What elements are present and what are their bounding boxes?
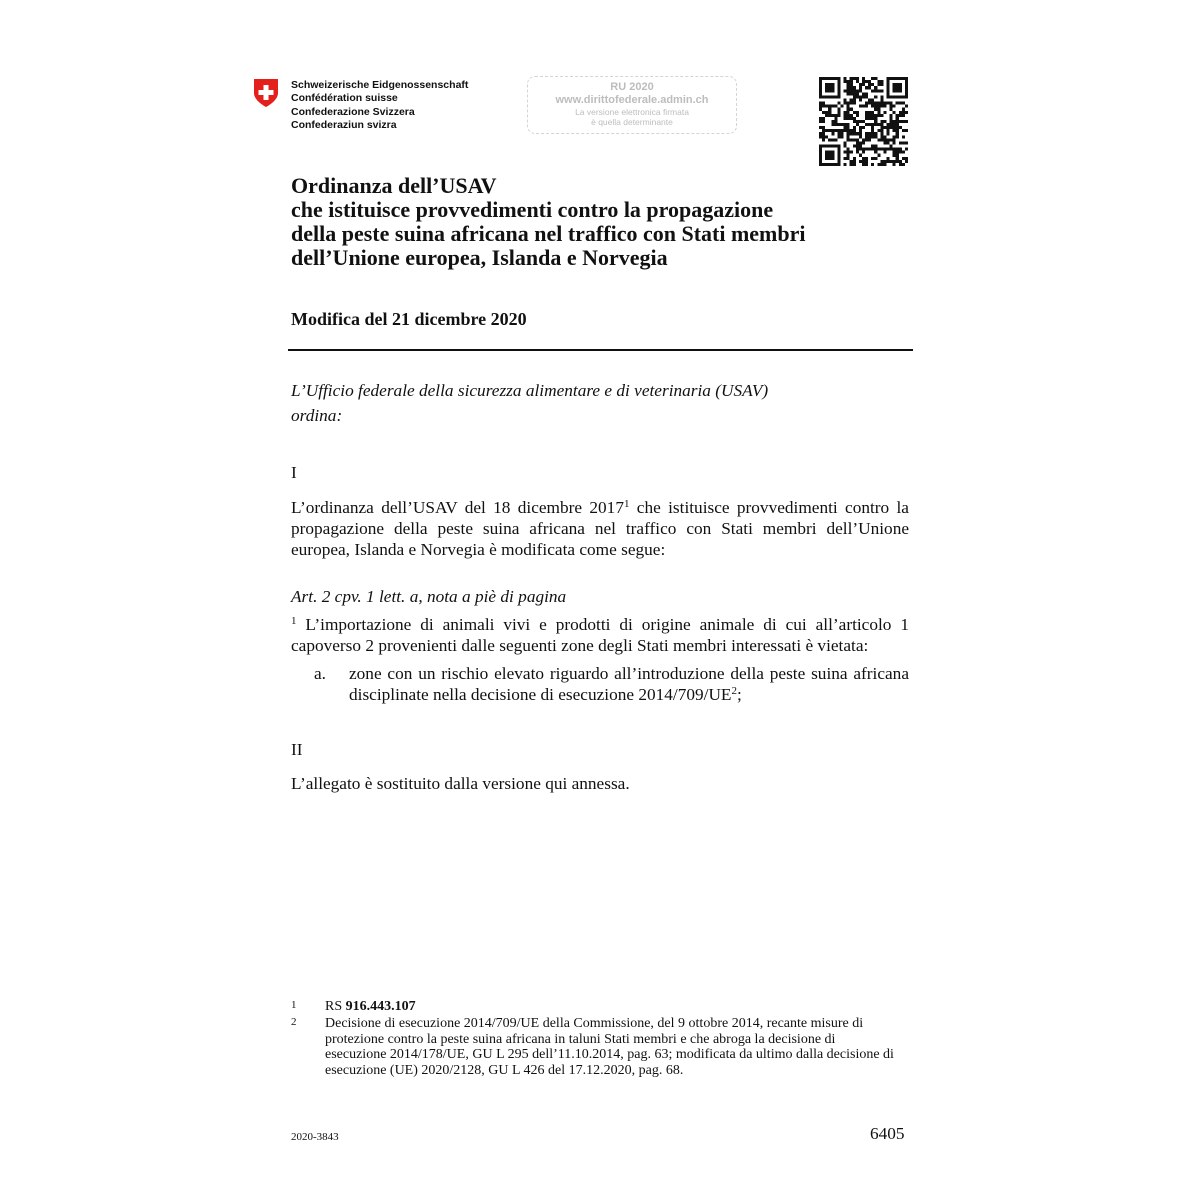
confederation-names <box>291 79 468 132</box>
section-heading-i: I <box>291 463 297 482</box>
title-line-4: dell’Unione europea, Islanda e Norvegia <box>291 245 668 270</box>
list-item-body: zone con un rischio elevato riguardo all’introduzione della peste suina africana disciplinate nella decisione di esecuzione 2014/709/UE <box>349 664 909 704</box>
list-item-letter: a. <box>314 664 326 683</box>
page-number: 6405 <box>870 1124 905 1143</box>
footnote-1 <box>325 999 900 1015</box>
stamp-note-line1: La versione elettronica firmata <box>575 107 689 117</box>
swiss-coat-of-arms-icon <box>253 78 279 108</box>
stamp-website[interactable]: www.dirittofederale.admin.ch <box>555 94 709 106</box>
stamp-ru-label: RU 2020 <box>610 81 654 93</box>
confederation-name-de: Schweizerische Eidgenossenschaft <box>291 79 469 91</box>
article-heading: Art. 2 cpv. 1 lett. a, nota a piè di pagina <box>291 587 567 606</box>
title-line-1: Ordinanza dell’USAV <box>291 173 497 198</box>
title-line-3: della peste suina africana nel traffico con Stati membri <box>291 221 806 246</box>
amendment-date: Modifica del 21 dicembre 2020 <box>291 309 527 329</box>
footnote-1-sr-number[interactable]: 916.443.107 <box>345 999 416 1014</box>
section-heading-ii: II <box>291 740 303 759</box>
article-paragraph-text: L’importazione di animali vivi e prodotti di origine animale di cui all’articolo 1 capoverso 2 provenienti dalle seguenti zone degli Stati membri interessati è vietata: <box>291 615 909 655</box>
confederation-name-rm: Confederaziun svizra <box>291 118 397 131</box>
footnote-number-1: 1 <box>291 999 297 1011</box>
preamble-ordina: ordina: <box>291 406 343 425</box>
section-i-text-start: L’ordinanza dell’USAV del 18 dicembre 2017 <box>291 498 624 517</box>
official-publication-stamp <box>527 76 737 134</box>
confederation-name-fr: Confédération suisse <box>291 92 398 105</box>
stamp-note-line2: è quella determinante <box>591 117 673 127</box>
article-paragraph <box>291 614 909 656</box>
document-number: 2020-3843 <box>291 1131 339 1143</box>
confederation-name-it: Confederazione Svizzera <box>291 105 415 118</box>
title-divider <box>288 349 913 351</box>
ordinance-title <box>291 174 806 270</box>
preamble-authority: L’Ufficio federale della sicurezza alimentare e di veterinaria (USAV) <box>291 381 769 400</box>
qr-code-icon <box>819 77 908 166</box>
footnote-1-prefix: RS <box>325 999 346 1014</box>
footnote-ref-2[interactable]: 2 <box>731 685 737 697</box>
section-ii-paragraph: L’allegato è sostituito dalla versione qui annessa. <box>291 774 630 793</box>
title-line-2: che istituisce provvedimenti contro la propagazione <box>291 197 774 222</box>
list-item-text <box>349 663 909 705</box>
paragraph-number: 1 <box>291 615 297 627</box>
list-item-end: ; <box>736 685 742 704</box>
footnote-ref-1[interactable]: 1 <box>623 498 630 510</box>
section-i-paragraph <box>291 497 909 560</box>
footnote-2: Decisione di esecuzione 2014/709/UE della Commissione, del 9 ottobre 2014, recante misure di protezione contro la peste suina africana in taluni Stati membri e che abroga la decisione di esecuzione 2014/178/UE, GU L 295 dell’11.10.2014, pag. 63; modificata da ultimo dalla decisione di esecuzione (UE) 2020/2128, GU L 426 del 17.12.2020, pag. 68. <box>325 1016 894 1078</box>
section-i-text-end: che istituisce provvedimenti contro la propagazione della peste suina africana nel traffico con Stati membri dell’Unione europea, Islanda e Norvegia è modificata come segue: <box>291 498 909 559</box>
footnote-number-2: 2 <box>291 1016 297 1028</box>
